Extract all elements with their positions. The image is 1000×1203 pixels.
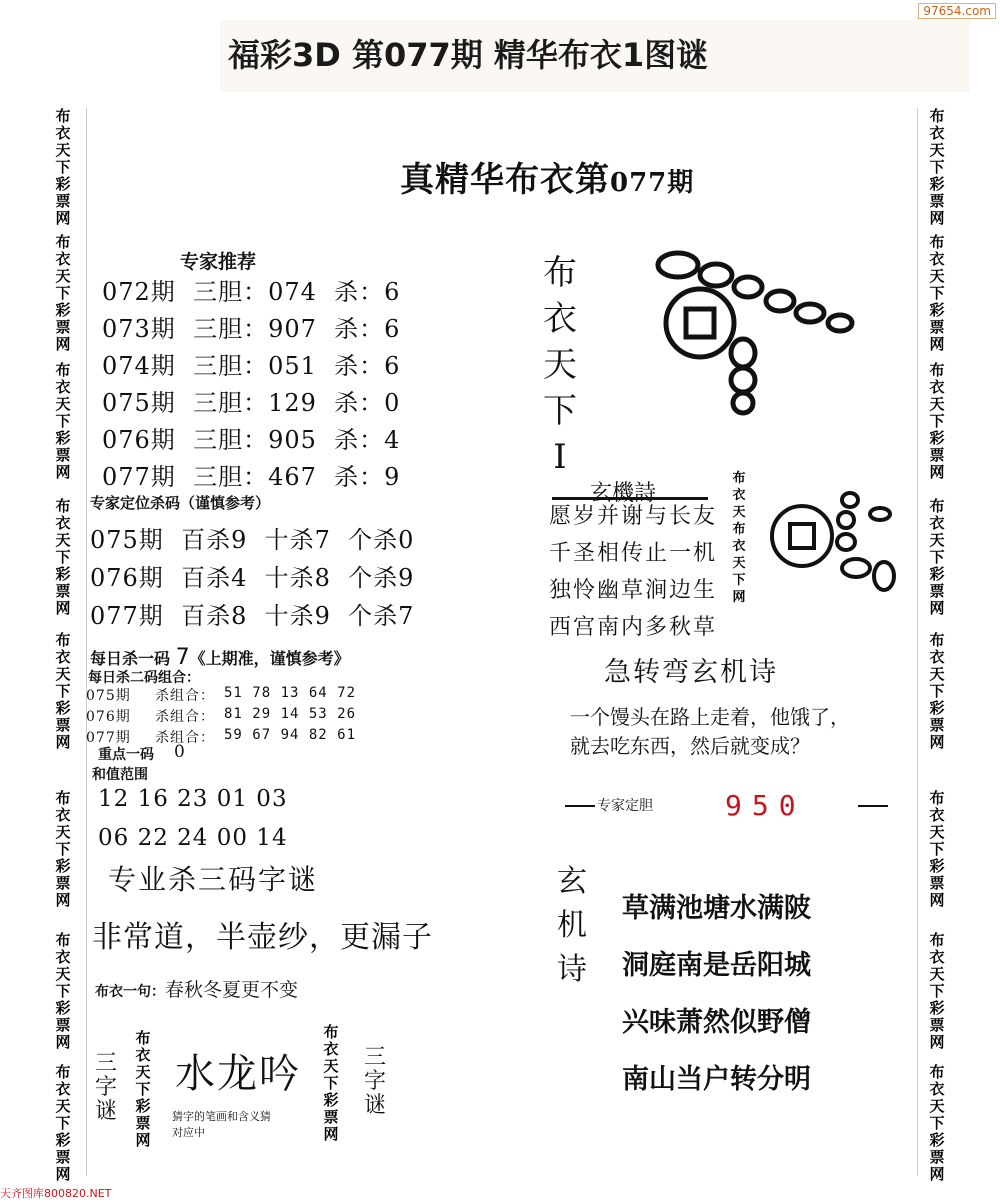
stamp-char: 下 (929, 1114, 945, 1132)
turn-poem-line-1: 一个馒头在路上走着，他饿了， (570, 705, 850, 729)
stamp-char: 布 (929, 931, 945, 949)
expert-row: 075期 三胆：129 杀：0 (102, 389, 401, 417)
stamp-char: 网 (55, 209, 71, 227)
stamp-char: 布 (55, 497, 71, 515)
stamp-char: 下 (929, 412, 945, 430)
stamp-char: 票 (55, 582, 71, 600)
stamp-char: 天 (55, 823, 71, 841)
kill-combo-label: 杀组合： (155, 688, 215, 704)
xuanji-poem-side-char: 玄 (557, 864, 587, 899)
stamp-char: 彩 (135, 1097, 151, 1115)
stamp-char: 票 (55, 1016, 71, 1034)
stamp-char: 网 (55, 891, 71, 909)
stamp-char: 票 (55, 192, 71, 210)
side-stamp-right (926, 108, 948, 227)
stamp-char: 网 (929, 463, 945, 481)
coin-hole (686, 309, 714, 337)
stamp-char: 网 (929, 1165, 945, 1183)
stamp-char: 衣 (929, 948, 945, 966)
coin (666, 289, 734, 357)
side-stamp-left (52, 790, 74, 909)
stamp-char: 衣 (55, 378, 71, 396)
coin-illustration (760, 488, 900, 598)
turn-poem-title: 急转弯玄机诗 (604, 657, 778, 688)
riddle-kill-text: 非常道，半壶纱，更漏子 (92, 920, 433, 955)
stamp-char: 彩 (55, 175, 71, 193)
stamp-char: 彩 (929, 301, 945, 319)
riddle-side-char: 谜 (94, 1099, 117, 1124)
stamp-char: 布 (55, 631, 71, 649)
stamp-char: 衣 (929, 124, 945, 142)
side-stamp-right (926, 234, 948, 353)
stamp-inner-left (132, 1030, 154, 1149)
xuanji-poem-line: 兴味萧然似野僧 (622, 1007, 811, 1038)
footer-credit: 天齐图库800820.NET (0, 1187, 112, 1200)
stamp-char: 天 (929, 665, 945, 683)
stamp-char: 票 (55, 716, 71, 734)
stamp-char: 彩 (55, 699, 71, 717)
stamp-char: 衣 (55, 1080, 71, 1098)
kill-combo-period: 075期 (86, 688, 131, 704)
stamp-char: 布 (929, 1063, 945, 1081)
sum-range-label: 和值范围 (92, 767, 148, 783)
dan-rule-right (858, 805, 888, 807)
stamp-char: 网 (929, 209, 945, 227)
coin (772, 506, 832, 566)
expert-heading: 专家推荐 (180, 251, 257, 273)
stamp-char: 彩 (323, 1091, 339, 1109)
site-tag[interactable]: 97654.com (918, 3, 996, 19)
stamp-char: 票 (323, 1108, 339, 1126)
stamp-char: 天 (929, 531, 945, 549)
chain-link (731, 339, 755, 367)
stamp-char: 天 (929, 267, 945, 285)
stamp-char: 票 (929, 1016, 945, 1034)
side-stamp-left (52, 498, 74, 617)
stamp-char: 下 (323, 1074, 339, 1092)
stamp-char: 衣 (929, 648, 945, 666)
stamp-char: 彩 (55, 857, 71, 875)
stamp-char: 衣 (55, 250, 71, 268)
turn-poem-line-2: 就去吃东西，然后就变成？ (570, 734, 810, 758)
stamp-char: 网 (929, 891, 945, 909)
side-stamp-right (926, 362, 948, 481)
stamp-char: 布 (929, 631, 945, 649)
expert-dan-label: 专家定胆 (597, 798, 653, 814)
xuanji-side-char: 布 (732, 471, 746, 486)
side-stamp-right (926, 932, 948, 1051)
stamp-char: 网 (55, 733, 71, 751)
position-kill-row: 075期 百杀9 十杀7 个杀0 (90, 526, 415, 554)
stamp-char: 布 (55, 233, 71, 251)
sum-row-2: 06 22 24 00 14 (98, 825, 288, 851)
stamp-char: 布 (55, 361, 71, 379)
riddle-side-char: 谜 (363, 1093, 386, 1118)
stamp-char: 票 (55, 874, 71, 892)
stamp-char: 下 (55, 284, 71, 302)
stamp-char: 天 (55, 665, 71, 683)
buyi-sentence (95, 975, 298, 1002)
stamp-char: 衣 (929, 250, 945, 268)
stamp-char: 下 (55, 548, 71, 566)
riddle-side-char: 字 (363, 1069, 386, 1094)
stamp-char: 天 (55, 141, 71, 159)
expert-row: 076期 三胆：905 杀：4 (102, 426, 401, 454)
stamp-char: 布 (929, 233, 945, 251)
xuanji-poem-line: 洞庭南是岳阳城 (622, 950, 811, 981)
stamp-char: 天 (929, 823, 945, 841)
side-stamp-right (926, 632, 948, 751)
xuanji-heading: 玄機詩 (590, 481, 657, 506)
stamp-char: 彩 (929, 175, 945, 193)
chain-link (838, 512, 854, 528)
stamp-char: 网 (55, 1165, 71, 1183)
side-stamp-right (926, 790, 948, 909)
stamp-char: 网 (929, 599, 945, 617)
buyi-sentence-label: 布衣一句： (95, 984, 165, 1000)
kill-combo-period: 076期 (86, 709, 131, 725)
stamp-char: 下 (55, 412, 71, 430)
stamp-char: 布 (55, 107, 71, 125)
daily-kill-subheading: 每日杀二码组合： (88, 670, 200, 686)
chain-link (766, 291, 794, 311)
xuanji-side-char: 下 (732, 573, 746, 588)
xuanji-side-char: 衣 (732, 488, 746, 503)
kill-combo-period: 077期 (86, 730, 131, 746)
riddle-side-right (355, 1046, 395, 1118)
vertical-heading-char: 布 (543, 253, 577, 293)
riddle-side-char: 三 (94, 1051, 117, 1076)
key-number-label: 重点一码 (98, 747, 154, 763)
stamp-char: 票 (929, 874, 945, 892)
chain-link (700, 264, 732, 286)
kill-combo-values: 59 67 94 82 61 (224, 727, 357, 743)
stamp-char: 天 (929, 965, 945, 983)
side-stamp-left (52, 932, 74, 1051)
xuanji-line: 独怜幽草涧边生 (549, 578, 718, 603)
stamp-char: 网 (55, 463, 71, 481)
stamp-char: 衣 (55, 124, 71, 142)
stamp-char: 票 (135, 1114, 151, 1132)
sum-row-1: 12 16 23 01 03 (98, 786, 288, 812)
stamp-char: 天 (929, 395, 945, 413)
stamp-char: 布 (55, 931, 71, 949)
riddle-side-char: 三 (363, 1045, 386, 1070)
xuanji-poem-side (552, 860, 592, 992)
vertical-heading-char: I (553, 437, 567, 477)
xuanji-line: 愿岁并谢与长友 (549, 504, 718, 529)
stamp-char: 下 (55, 840, 71, 858)
stamp-char: 下 (55, 1114, 71, 1132)
xuanji-side-char: 天 (732, 505, 746, 520)
stamp-char: 下 (135, 1080, 151, 1098)
stamp-char: 天 (55, 267, 71, 285)
stamp-char: 票 (929, 192, 945, 210)
stamp-char: 票 (929, 1148, 945, 1166)
stamp-char: 彩 (929, 1131, 945, 1149)
stamp-char: 下 (929, 682, 945, 700)
kill-combo-values: 51 78 13 64 72 (224, 685, 357, 701)
stamp-char: 衣 (323, 1040, 339, 1058)
stamp-char: 网 (929, 335, 945, 353)
stamp-char: 下 (55, 982, 71, 1000)
key-number-value: 0 (174, 742, 186, 762)
vertical-heading (540, 250, 580, 480)
position-kill-heading: 专家定位杀码（谨慎参考） (90, 494, 271, 512)
stamp-char: 衣 (55, 806, 71, 824)
side-stamp-left (52, 632, 74, 751)
stamp-char: 票 (929, 582, 945, 600)
stamp-char: 布 (55, 789, 71, 807)
stamp-char: 布 (55, 1063, 71, 1081)
vertical-heading-char: 天 (543, 345, 577, 385)
stamp-char: 彩 (929, 429, 945, 447)
stamp-char: 下 (929, 158, 945, 176)
riddle-note-1: 猜字的笔画和含义猜 (172, 1110, 271, 1123)
stamp-char: 网 (929, 733, 945, 751)
chain-link (734, 277, 762, 297)
stamp-char: 下 (929, 548, 945, 566)
riddle-side-char: 字 (94, 1075, 117, 1100)
main-title: 真精华布衣第077期 (400, 160, 695, 200)
stamp-char: 下 (55, 682, 71, 700)
stamp-char: 票 (55, 1148, 71, 1166)
coin-hole (790, 524, 814, 548)
expert-row: 074期 三胆：051 杀：6 (102, 352, 401, 380)
chain-link (658, 253, 698, 277)
stamp-char: 票 (929, 318, 945, 336)
stamp-char: 网 (55, 1033, 71, 1051)
stamp-char: 衣 (929, 378, 945, 396)
stamp-char: 布 (929, 497, 945, 515)
side-stamp-right (926, 498, 948, 617)
chain-link (733, 393, 753, 413)
xuanji-side-char: 网 (732, 590, 746, 605)
stamp-char: 彩 (55, 301, 71, 319)
stamp-inner-right (320, 1024, 342, 1143)
stamp-char: 布 (929, 789, 945, 807)
stamp-char: 布 (323, 1023, 339, 1041)
stamp-char: 衣 (135, 1046, 151, 1064)
expert-row: 072期 三胆：074 杀：6 (102, 278, 401, 306)
kill-combo-values: 81 29 14 53 26 (224, 706, 357, 722)
expert-row: 077期 三胆：467 杀：9 (102, 463, 401, 491)
expert-dan-value: 950 (725, 789, 806, 822)
stamp-char: 彩 (55, 429, 71, 447)
xuanji-poem-line: 南山当户转分明 (622, 1064, 811, 1095)
stamp-char: 衣 (55, 948, 71, 966)
stamp-char: 网 (55, 599, 71, 617)
stamp-char: 衣 (929, 806, 945, 824)
stamp-char: 彩 (55, 999, 71, 1017)
position-kill-row: 076期 百杀4 十杀8 个杀9 (90, 564, 415, 592)
chain-link (731, 368, 755, 392)
riddle-kill-title: 专业杀三码字谜 (108, 863, 319, 896)
stamp-char: 网 (55, 335, 71, 353)
stamp-char: 衣 (55, 648, 71, 666)
buyi-sentence-text: 春秋冬夏更不变 (165, 979, 299, 1001)
stamp-char: 网 (929, 1033, 945, 1051)
chain-illustration (640, 245, 870, 420)
dan-rule-left (565, 805, 595, 807)
chain-link (828, 315, 852, 331)
stamp-char: 衣 (929, 1080, 945, 1098)
stamp-char: 天 (55, 1097, 71, 1115)
stamp-char: 票 (929, 446, 945, 464)
riddle-title: 水龙吟 (175, 1051, 301, 1097)
chain-link (796, 304, 824, 322)
stamp-char: 下 (55, 158, 71, 176)
stamp-char: 下 (929, 284, 945, 302)
stamp-char: 网 (323, 1125, 339, 1143)
stamp-char: 彩 (55, 565, 71, 583)
side-stamp-right (926, 1064, 948, 1183)
stamp-char: 票 (929, 716, 945, 734)
xuanji-side-char: 布 (732, 522, 746, 537)
vertical-heading-char: 衣 (543, 299, 577, 339)
stamp-char: 网 (135, 1131, 151, 1149)
xuanji-line: 千圣相传止一机 (549, 541, 718, 566)
expert-row: 073期 三胆：907 杀：6 (102, 315, 401, 343)
stamp-char: 天 (929, 141, 945, 159)
stamp-char: 天 (323, 1057, 339, 1075)
stamp-char: 彩 (929, 999, 945, 1017)
stamp-char: 下 (929, 840, 945, 858)
chain-link (874, 562, 894, 590)
side-stamp-left (52, 362, 74, 481)
side-stamp-left (52, 234, 74, 353)
xuanji-side-char: 天 (732, 556, 746, 571)
stamp-char: 票 (55, 318, 71, 336)
stamp-char: 天 (55, 395, 71, 413)
stamp-char: 天 (929, 1097, 945, 1115)
side-stamp-left (52, 1064, 74, 1183)
kill-combo-label: 杀组合： (155, 709, 215, 725)
xuanji-side-char: 衣 (732, 539, 746, 554)
stamp-char: 票 (55, 446, 71, 464)
stamp-char: 下 (929, 982, 945, 1000)
riddle-note-2: 对应中 (172, 1126, 205, 1139)
xuanji-poem-side-char: 机 (557, 908, 587, 943)
stamp-char: 彩 (929, 565, 945, 583)
xuanji-line: 西宫南内多秋草 (549, 615, 718, 640)
stamp-char: 彩 (55, 1131, 71, 1149)
stamp-char: 天 (55, 531, 71, 549)
stamp-char: 布 (929, 361, 945, 379)
riddle-side-left (86, 1052, 126, 1124)
stamp-char: 彩 (929, 857, 945, 875)
stamp-char: 布 (929, 107, 945, 125)
xuanji-side-stamp (728, 470, 750, 606)
stamp-char: 天 (135, 1063, 151, 1081)
stamp-char: 天 (55, 965, 71, 983)
stamp-char: 衣 (929, 514, 945, 532)
page-title: 福彩3D 第077期 精华布衣1图谜 (228, 36, 709, 74)
xuanji-poem-side-char: 诗 (557, 952, 587, 987)
stamp-char: 彩 (929, 699, 945, 717)
stamp-char: 布 (135, 1029, 151, 1047)
daily-kill-heading: 每日杀一码 7《上期准，谨慎参考》 (90, 645, 350, 670)
xuanji-poem-line: 草满池塘水满陂 (622, 893, 811, 924)
chain-link (870, 508, 890, 520)
kill-combo-label: 杀组合： (155, 730, 215, 746)
vertical-heading-char: 下 (543, 391, 577, 431)
chain-link (842, 559, 870, 577)
position-kill-row: 077期 百杀8 十杀9 个杀7 (90, 602, 415, 630)
chain-link (837, 534, 855, 550)
chain-link (842, 493, 858, 507)
stamp-char: 衣 (55, 514, 71, 532)
side-stamp-left (52, 108, 74, 227)
